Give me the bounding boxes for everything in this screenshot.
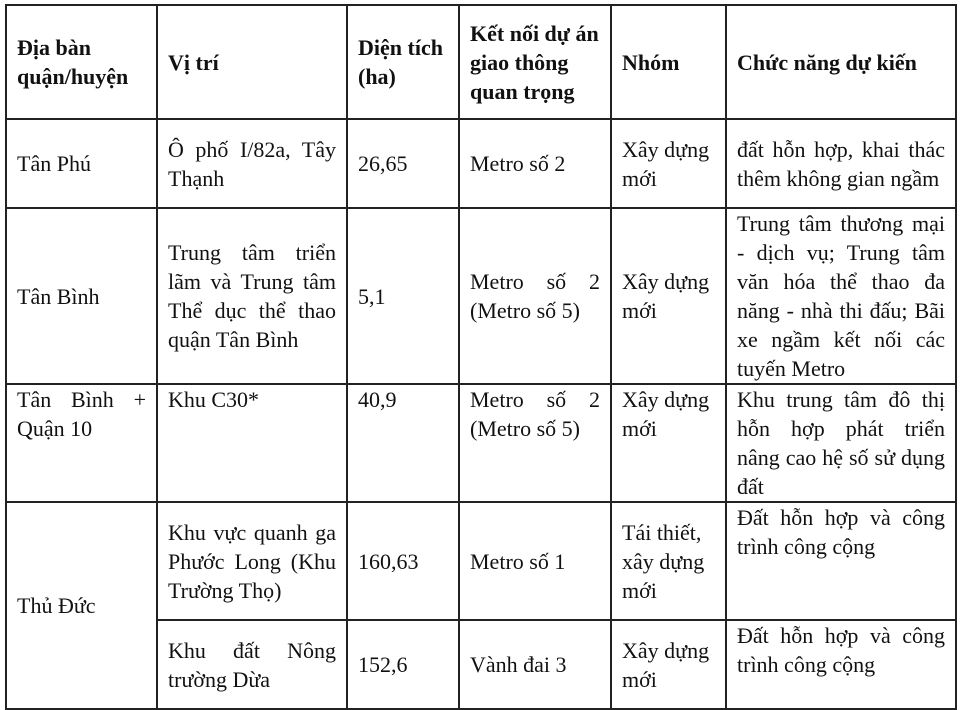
- connection-cell: Metro số 2 (Metro số 5): [459, 384, 611, 502]
- district-cell: Tân Bình: [6, 208, 157, 384]
- connection-cell: Metro số 1: [459, 502, 611, 620]
- function-cell: Trung tâm thương mại - dịch vụ; Trung tâm văn hóa thể thao đa năng - nhà thi đấu; Bãi xe ngầm kết nối các tuyến Metro: [726, 208, 956, 384]
- group-cell: Xây dựng mới: [611, 384, 726, 502]
- area-cell: 26,65: [347, 119, 459, 208]
- location-cell: Khu C30*: [157, 384, 347, 502]
- header-function: Chức năng dự kiến: [726, 5, 956, 119]
- location-cell: Khu đất Nông trường Dừa: [157, 620, 347, 709]
- area-cell: 5,1: [347, 208, 459, 384]
- header-location: Vị trí: [157, 5, 347, 119]
- location-cell: Khu vực quanh ga Phước Long (Khu Trường Thọ): [157, 502, 347, 620]
- header-area: Diện tích (ha): [347, 5, 459, 119]
- table-row: [6, 119, 956, 208]
- location-cell: Ô phố I/82a, Tây Thạnh: [157, 119, 347, 208]
- group-cell: Xây dựng mới: [611, 208, 726, 384]
- connection-cell: Metro số 2 (Metro số 5): [459, 208, 611, 384]
- header-district: Địa bàn quận/huyện: [6, 5, 157, 119]
- function-cell: đất hỗn hợp, khai thác thêm không gian ngầm: [726, 119, 956, 208]
- group-cell: Xây dựng mới: [611, 119, 726, 208]
- connection-cell: Metro số 2: [459, 119, 611, 208]
- area-cell: 152,6: [347, 620, 459, 709]
- area-cell: 40,9: [347, 384, 459, 502]
- header-connection: Kết nối dự án giao thông quan trọng: [459, 5, 611, 119]
- header-row: [6, 5, 956, 119]
- table-row: [6, 384, 956, 502]
- area-cell: 160,63: [347, 502, 459, 620]
- function-cell: Đất hỗn hợp và công trình công cộng: [726, 620, 956, 709]
- location-cell: Trung tâm triển lãm và Trung tâm Thể dục thể thao quận Tân Bình: [157, 208, 347, 384]
- group-cell: Tái thiết, xây dựng mới: [611, 502, 726, 620]
- district-cell: Tân Bình + Quận 10: [6, 384, 157, 502]
- district-cell: Thủ Đức: [6, 502, 157, 709]
- function-cell: Khu trung tâm đô thị hỗn hợp phát triển nâng cao hệ số sử dụng đất: [726, 384, 956, 502]
- function-cell: Đất hỗn hợp và công trình công cộng: [726, 502, 956, 620]
- connection-cell: Vành đai 3: [459, 620, 611, 709]
- projects-table: [5, 4, 957, 710]
- table-row: [6, 208, 956, 384]
- header-group: Nhóm: [611, 5, 726, 119]
- table-row: [6, 502, 956, 620]
- group-cell: Xây dựng mới: [611, 620, 726, 709]
- district-cell: Tân Phú: [6, 119, 157, 208]
